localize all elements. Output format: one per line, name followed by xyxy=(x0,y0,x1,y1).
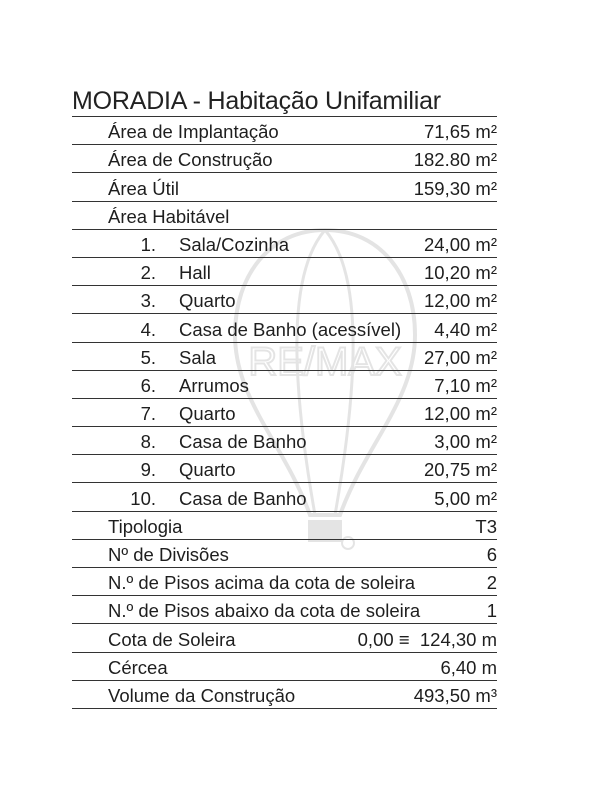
room-area: 4,40 m² xyxy=(434,318,497,340)
room-area: 24,00 m² xyxy=(423,233,497,255)
row-volume xyxy=(72,681,497,709)
room-row xyxy=(72,371,497,399)
room-row xyxy=(72,455,497,483)
room-row xyxy=(72,343,497,371)
row-label: Área de Construção xyxy=(108,149,273,171)
row-label: N.º de Pisos abaixo da cota de soleira xyxy=(108,600,421,622)
room-number: 6. xyxy=(140,374,156,396)
room-row xyxy=(72,399,497,427)
row-value: 6,40 m xyxy=(440,656,497,678)
row-area-habitavel xyxy=(72,202,497,230)
room-label: Quarto xyxy=(179,403,236,425)
room-label: Casa de Banho xyxy=(179,487,307,509)
row-value: 6 xyxy=(486,544,497,565)
room-area: 5,00 m² xyxy=(434,487,497,509)
room-label: Quarto xyxy=(179,290,236,312)
room-number: 7. xyxy=(140,403,156,425)
room-area: 12,00 m² xyxy=(423,290,497,312)
row-area-util xyxy=(72,173,497,201)
row-area-implantacao xyxy=(72,117,497,145)
room-row xyxy=(72,230,497,258)
room-number: 5. xyxy=(140,346,156,368)
svg-text:RE/MAX: RE/MAX xyxy=(248,340,402,384)
room-label: Casa de Banho xyxy=(179,431,307,453)
room-number: 3. xyxy=(140,290,156,312)
room-label: Sala xyxy=(179,346,217,368)
room-row xyxy=(72,483,497,511)
property-table xyxy=(72,117,497,709)
row-label: Nº de Divisões xyxy=(108,544,229,565)
row-area-construcao xyxy=(72,145,497,173)
room-row xyxy=(72,258,497,286)
room-area: 27,00 m² xyxy=(423,346,497,368)
document-title: MORADIA - Habitação Unifamiliar xyxy=(72,87,441,115)
row-value: T3 xyxy=(475,515,497,537)
room-area: 3,00 m² xyxy=(434,431,497,453)
row-value: 1 xyxy=(486,600,497,622)
row-value: 71,65 m² xyxy=(423,121,497,143)
row-value: 2 xyxy=(486,572,497,594)
room-number: 1. xyxy=(140,233,156,255)
row-cota-soleira xyxy=(72,624,497,652)
room-label: Sala/Cozinha xyxy=(179,233,290,255)
room-label: Arrumos xyxy=(179,374,249,396)
row-label: Área de Implantação xyxy=(108,121,279,143)
room-label: Hall xyxy=(179,262,211,284)
room-label: Quarto xyxy=(179,459,236,481)
row-label: Tipologia xyxy=(108,515,183,537)
room-row xyxy=(72,286,497,314)
row-cercea xyxy=(72,653,497,681)
row-label: Volume da Construção xyxy=(108,684,296,706)
row-label: Cota de Soleira xyxy=(108,628,236,650)
room-number: 8. xyxy=(140,431,156,453)
room-area: 10,20 m² xyxy=(423,262,497,284)
row-label: Cércea xyxy=(108,656,168,678)
row-label: Área Habitável xyxy=(108,205,230,227)
row-tipologia xyxy=(72,512,497,540)
row-pisos-abaixo xyxy=(72,596,497,624)
row-pisos-acima xyxy=(72,568,497,596)
room-number: 2. xyxy=(140,262,156,284)
room-area: 20,75 m² xyxy=(423,459,497,481)
row-label: N.º de Pisos acima da cota de soleira xyxy=(108,572,416,594)
row-value: 159,30 m² xyxy=(413,177,497,199)
room-row xyxy=(72,314,497,342)
room-number: 9. xyxy=(140,459,156,481)
room-number: 4. xyxy=(140,318,156,340)
row-value: 0,00 ≡ 124,30 m xyxy=(357,628,497,650)
room-number: 10. xyxy=(130,487,156,509)
row-value: 182.80 m² xyxy=(413,149,497,171)
row-value: 493,50 m³ xyxy=(413,684,497,706)
room-area: 12,00 m² xyxy=(423,403,497,425)
room-area: 7,10 m² xyxy=(434,374,497,396)
room-row xyxy=(72,427,497,455)
row-label: Área Útil xyxy=(108,177,179,199)
row-divisoes xyxy=(72,540,497,568)
room-label: Casa de Banho (acessível) xyxy=(179,318,402,340)
